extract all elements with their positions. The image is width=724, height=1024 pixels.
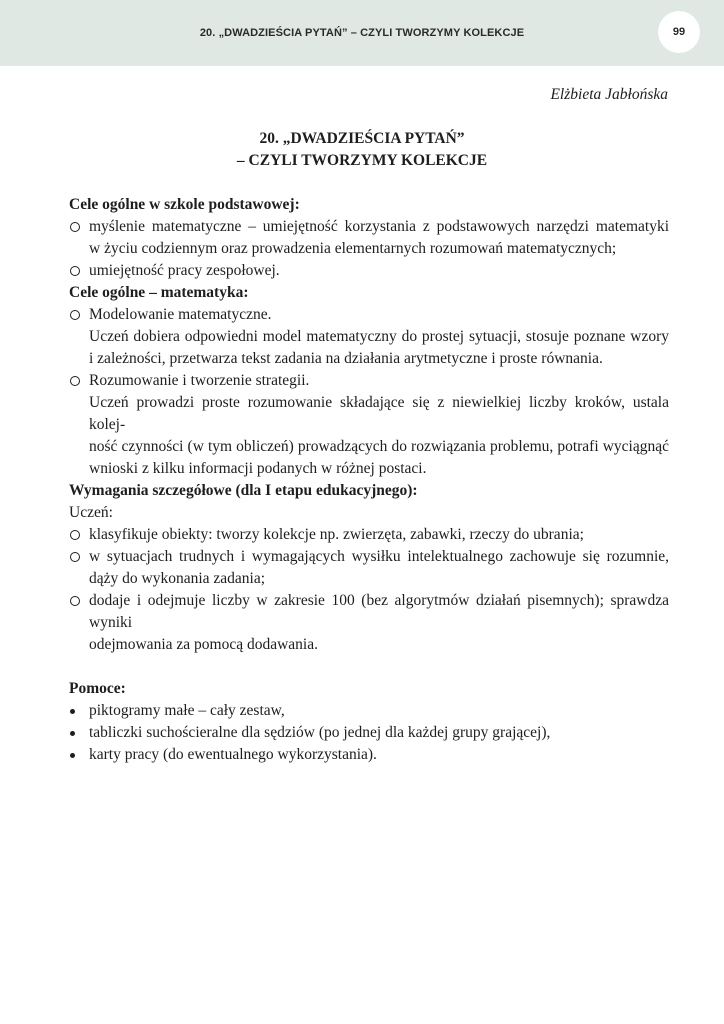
dot-bullet-icon [70,709,75,714]
section-spacer [69,656,669,678]
list-item [69,370,669,480]
circle-bullet-icon [70,530,80,540]
list-item-line: wnioski z kilku informacji podanych w różnej postaci. [89,460,427,477]
circle-bullet-icon [70,266,80,276]
list-item-line: ność czynności (w tym obliczeń) prowadzących do rozwiązania problemu, potrafi wyciągnąć [89,438,669,455]
dot-bullet-icon [70,731,75,736]
document-title [0,128,724,172]
requirements-intro: Uczeń: [69,504,113,521]
section-heading-general-goals: Cele ogólne w szkole podstawowej: [69,196,300,213]
list-item-line: w życiu codziennym oraz prowadzenia elementarnych rozumowań matematycznych; [89,240,617,257]
list-item [69,524,669,546]
list-item-line: odejmowania za pomocą dodawania. [89,636,318,653]
list-item-line: Rozumowanie i tworzenie strategii. [89,372,310,389]
list-item-line: myślenie matematyczne – umiejętność korzystania z podstawowych narzędzi matematyki [89,218,669,235]
list-item [69,546,669,590]
list-item-line: piktogramy małe – cały zestaw, [89,702,285,719]
list-item-line: Uczeń dobiera odpowiedni model matematyczny do prostej sytuacji, stosuje poznane wzory [89,328,669,345]
general-goals-list [69,216,669,282]
requirements-list [69,524,669,656]
list-item-line: tabliczki suchościeralne dla sędziów (po jednej dla każdej grupy grającej), [89,724,551,741]
document-title-line-2: – CZYLI TWORZYMY KOLEKCJE [236,152,488,169]
list-item-line: umiejętność pracy zespołowej. [89,262,280,279]
list-item-line: karty pracy (do ewentualnego wykorzystania). [89,746,377,763]
list-item-line: Uczeń prowadzi proste rozumowanie składające się z niewielkiej liczby kroków, ustala kolej- [89,394,669,433]
page-number-badge: 99 [658,11,700,53]
circle-bullet-icon [70,552,80,562]
running-header [0,0,724,66]
list-item [69,700,669,722]
list-item [69,216,669,260]
circle-bullet-icon [70,376,80,386]
list-item-line: dąży do wykonania zadania; [89,570,266,587]
list-item [69,304,669,370]
math-goals-list [69,304,669,480]
list-item-line: i zależności, przetwarza tekst zadania na działania arytmetyczne i proste równania. [89,350,603,367]
list-item-line: Modelowanie matematyczne. [89,306,272,323]
list-item [69,260,669,282]
author-name: Elżbieta Jabłońska [550,86,668,103]
list-item [69,722,669,744]
dot-bullet-icon [70,753,75,758]
list-item [69,590,669,656]
section-heading-materials: Pomoce: [69,680,126,697]
circle-bullet-icon [70,596,80,606]
circle-bullet-icon [70,222,80,232]
list-item [69,744,669,766]
circle-bullet-icon [70,310,80,320]
list-item-line: klasyfikuje obiekty: tworzy kolekcje np. zwierzęta, zabawki, rzeczy do ubrania; [89,526,584,543]
materials-list [69,700,669,766]
list-item-line: dodaje i odejmuje liczby w zakresie 100 (bez algorytmów działań pisemnych); sprawdza wyniki [89,592,669,631]
document-title-line-1: 20. „DWADZIEŚCIA PYTAŃ” [259,130,465,147]
section-heading-requirements: Wymagania szczegółowe (dla I etapu edukacyjnego): [69,482,418,499]
document-body [69,194,669,766]
running-title: 20. „DWADZIEŚCIA PYTAŃ” – CZYLI TWORZYMY KOLEKCJE [199,27,525,39]
section-heading-math-goals: Cele ogólne – matematyka: [69,284,249,301]
list-item-line: w sytuacjach trudnych i wymagających wysiłku intelektualnego zachowuje się rozumnie, [89,548,669,565]
